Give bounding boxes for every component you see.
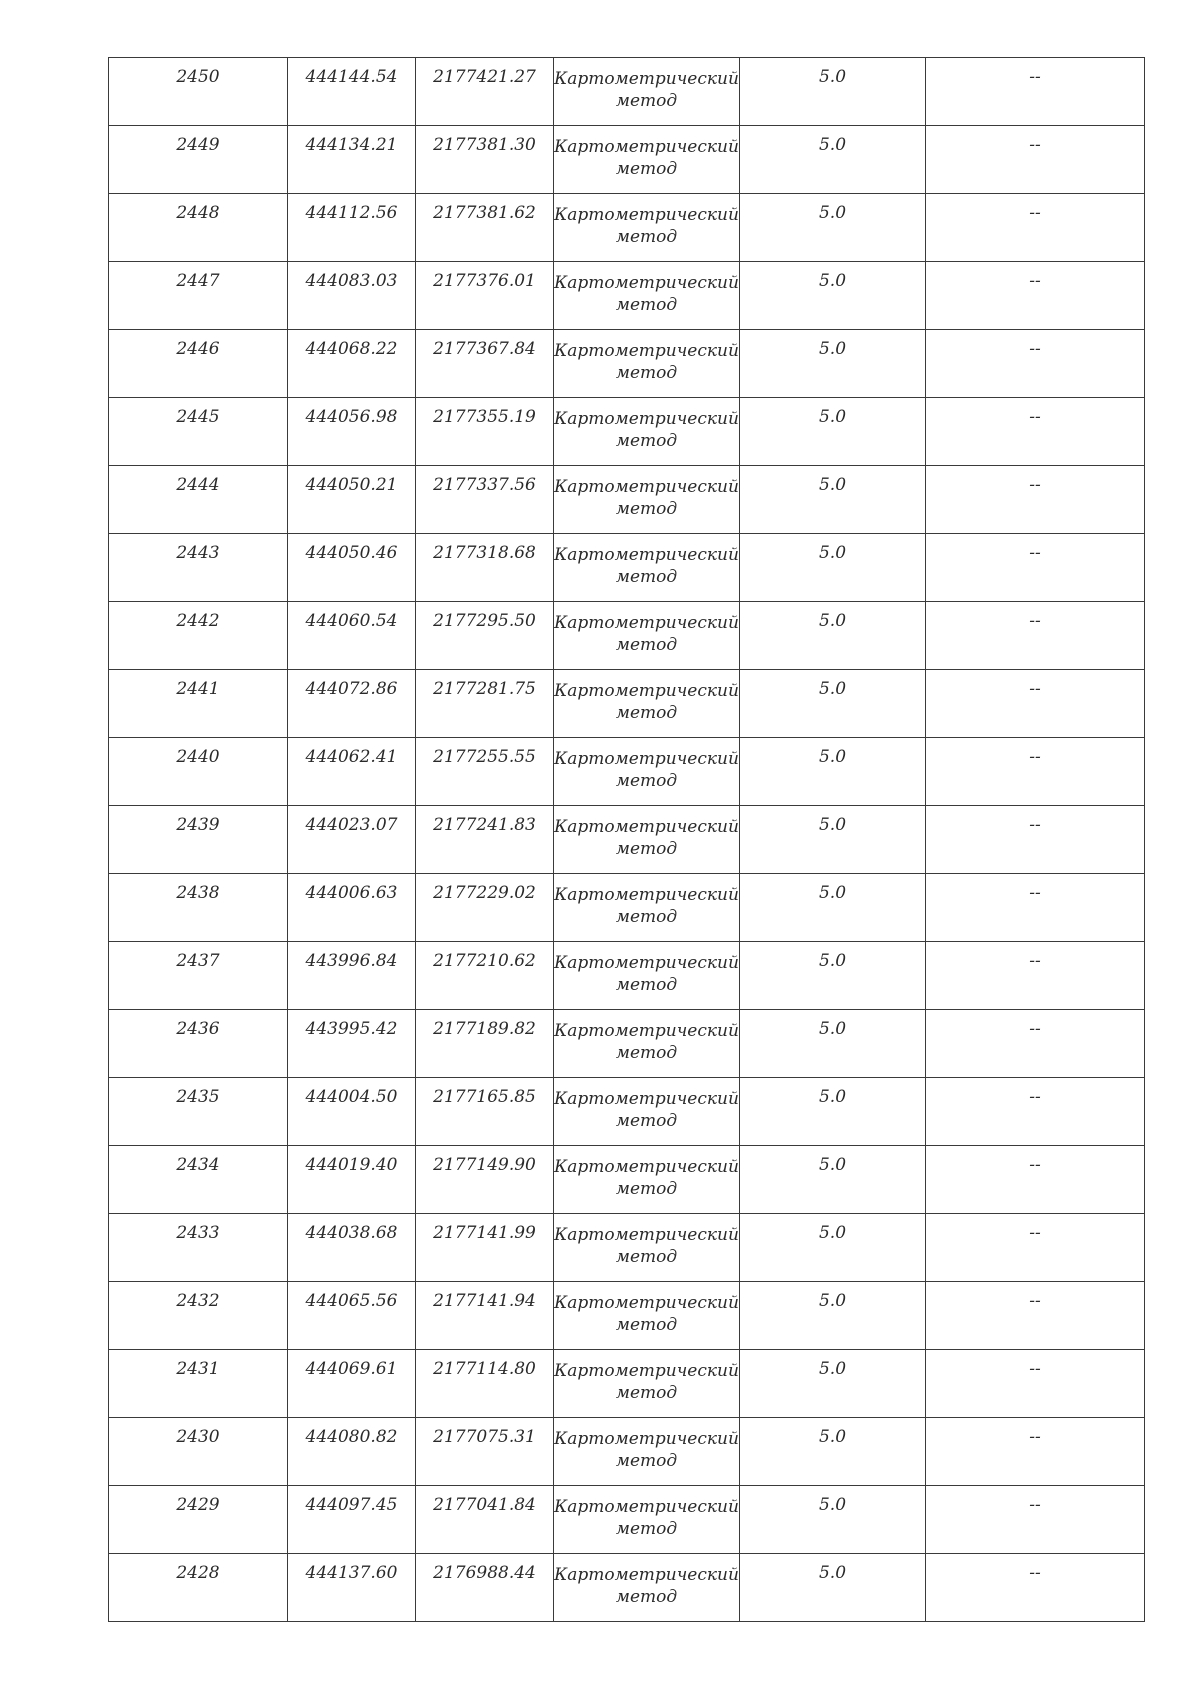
y-coordinate-cell: 2177114.80: [416, 1350, 554, 1418]
method-cell: Картометрический метод: [554, 1486, 740, 1554]
point-number-cell: 2440: [109, 738, 288, 806]
accuracy-cell: 5.0: [740, 1078, 926, 1146]
table-row: [109, 194, 1145, 262]
table-row: [109, 330, 1145, 398]
note-cell: --: [926, 1418, 1145, 1486]
method-cell: Картометрический метод: [554, 466, 740, 534]
x-coordinate-cell: 444137.60: [288, 1554, 416, 1622]
note-cell: --: [926, 466, 1145, 534]
y-coordinate-cell: 2177421.27: [416, 58, 554, 126]
y-coordinate-cell: 2177255.55: [416, 738, 554, 806]
method-cell: Картометрический метод: [554, 1214, 740, 1282]
x-coordinate-cell: 443995.42: [288, 1010, 416, 1078]
table-row: [109, 602, 1145, 670]
x-coordinate-cell: 444144.54: [288, 58, 416, 126]
x-coordinate-cell: 444072.86: [288, 670, 416, 738]
method-cell: Картометрический метод: [554, 126, 740, 194]
note-cell: --: [926, 942, 1145, 1010]
x-coordinate-cell: 444080.82: [288, 1418, 416, 1486]
x-coordinate-cell: 444065.56: [288, 1282, 416, 1350]
note-cell: --: [926, 1486, 1145, 1554]
point-number-cell: 2446: [109, 330, 288, 398]
x-coordinate-cell: 444023.07: [288, 806, 416, 874]
y-coordinate-cell: 2177281.75: [416, 670, 554, 738]
method-cell: Картометрический метод: [554, 1078, 740, 1146]
point-number-cell: 2445: [109, 398, 288, 466]
method-cell: Картометрический метод: [554, 738, 740, 806]
x-coordinate-cell: 444069.61: [288, 1350, 416, 1418]
accuracy-cell: 5.0: [740, 126, 926, 194]
accuracy-cell: 5.0: [740, 806, 926, 874]
y-coordinate-cell: 2177381.62: [416, 194, 554, 262]
x-coordinate-cell: 444006.63: [288, 874, 416, 942]
accuracy-cell: 5.0: [740, 1214, 926, 1282]
point-number-cell: 2431: [109, 1350, 288, 1418]
note-cell: --: [926, 330, 1145, 398]
accuracy-cell: 5.0: [740, 942, 926, 1010]
point-number-cell: 2444: [109, 466, 288, 534]
point-number-cell: 2447: [109, 262, 288, 330]
table-row: [109, 1010, 1145, 1078]
note-cell: --: [926, 1010, 1145, 1078]
accuracy-cell: 5.0: [740, 670, 926, 738]
point-number-cell: 2448: [109, 194, 288, 262]
point-number-cell: 2439: [109, 806, 288, 874]
method-cell: Картометрический метод: [554, 1010, 740, 1078]
x-coordinate-cell: 444083.03: [288, 262, 416, 330]
x-coordinate-cell: 444097.45: [288, 1486, 416, 1554]
y-coordinate-cell: 2177041.84: [416, 1486, 554, 1554]
y-coordinate-cell: 2177141.94: [416, 1282, 554, 1350]
y-coordinate-cell: 2177318.68: [416, 534, 554, 602]
table-row: [109, 126, 1145, 194]
table-row: [109, 942, 1145, 1010]
y-coordinate-cell: 2177367.84: [416, 330, 554, 398]
accuracy-cell: 5.0: [740, 1486, 926, 1554]
coordinates-table-body: [109, 58, 1145, 1622]
point-number-cell: 2436: [109, 1010, 288, 1078]
accuracy-cell: 5.0: [740, 330, 926, 398]
point-number-cell: 2428: [109, 1554, 288, 1622]
accuracy-cell: 5.0: [740, 602, 926, 670]
note-cell: --: [926, 398, 1145, 466]
method-cell: Картометрический метод: [554, 262, 740, 330]
note-cell: --: [926, 534, 1145, 602]
x-coordinate-cell: 444019.40: [288, 1146, 416, 1214]
accuracy-cell: 5.0: [740, 466, 926, 534]
y-coordinate-cell: 2177355.19: [416, 398, 554, 466]
accuracy-cell: 5.0: [740, 398, 926, 466]
accuracy-cell: 5.0: [740, 262, 926, 330]
method-cell: Картометрический метод: [554, 534, 740, 602]
note-cell: --: [926, 58, 1145, 126]
y-coordinate-cell: 2177141.99: [416, 1214, 554, 1282]
note-cell: --: [926, 874, 1145, 942]
method-cell: Картометрический метод: [554, 58, 740, 126]
method-cell: Картометрический метод: [554, 670, 740, 738]
method-cell: Картометрический метод: [554, 330, 740, 398]
y-coordinate-cell: 2177376.01: [416, 262, 554, 330]
note-cell: --: [926, 1146, 1145, 1214]
note-cell: --: [926, 126, 1145, 194]
y-coordinate-cell: 2176988.44: [416, 1554, 554, 1622]
x-coordinate-cell: 443996.84: [288, 942, 416, 1010]
x-coordinate-cell: 444134.21: [288, 126, 416, 194]
x-coordinate-cell: 444038.68: [288, 1214, 416, 1282]
table-row: [109, 466, 1145, 534]
y-coordinate-cell: 2177165.85: [416, 1078, 554, 1146]
table-row: [109, 1214, 1145, 1282]
table-row: [109, 1146, 1145, 1214]
note-cell: --: [926, 1554, 1145, 1622]
x-coordinate-cell: 444050.21: [288, 466, 416, 534]
x-coordinate-cell: 444060.54: [288, 602, 416, 670]
table-row: [109, 1078, 1145, 1146]
point-number-cell: 2429: [109, 1486, 288, 1554]
accuracy-cell: 5.0: [740, 1282, 926, 1350]
table-row: [109, 1282, 1145, 1350]
method-cell: Картометрический метод: [554, 398, 740, 466]
x-coordinate-cell: 444068.22: [288, 330, 416, 398]
method-cell: Картометрический метод: [554, 602, 740, 670]
method-cell: Картометрический метод: [554, 1350, 740, 1418]
accuracy-cell: 5.0: [740, 1146, 926, 1214]
method-cell: Картометрический метод: [554, 874, 740, 942]
point-number-cell: 2432: [109, 1282, 288, 1350]
point-number-cell: 2450: [109, 58, 288, 126]
note-cell: --: [926, 738, 1145, 806]
note-cell: --: [926, 1078, 1145, 1146]
y-coordinate-cell: 2177295.50: [416, 602, 554, 670]
point-number-cell: 2449: [109, 126, 288, 194]
note-cell: --: [926, 1282, 1145, 1350]
point-number-cell: 2443: [109, 534, 288, 602]
accuracy-cell: 5.0: [740, 1010, 926, 1078]
accuracy-cell: 5.0: [740, 874, 926, 942]
y-coordinate-cell: 2177149.90: [416, 1146, 554, 1214]
y-coordinate-cell: 2177229.02: [416, 874, 554, 942]
note-cell: --: [926, 670, 1145, 738]
table-row: [109, 398, 1145, 466]
point-number-cell: 2437: [109, 942, 288, 1010]
accuracy-cell: 5.0: [740, 58, 926, 126]
note-cell: --: [926, 602, 1145, 670]
table-row: [109, 738, 1145, 806]
method-cell: Картометрический метод: [554, 194, 740, 262]
point-number-cell: 2441: [109, 670, 288, 738]
table-row: [109, 1486, 1145, 1554]
y-coordinate-cell: 2177241.83: [416, 806, 554, 874]
x-coordinate-cell: 444062.41: [288, 738, 416, 806]
note-cell: --: [926, 806, 1145, 874]
table-row: [109, 1418, 1145, 1486]
table-row: [109, 1350, 1145, 1418]
point-number-cell: 2442: [109, 602, 288, 670]
point-number-cell: 2435: [109, 1078, 288, 1146]
x-coordinate-cell: 444004.50: [288, 1078, 416, 1146]
point-number-cell: 2430: [109, 1418, 288, 1486]
y-coordinate-cell: 2177075.31: [416, 1418, 554, 1486]
accuracy-cell: 5.0: [740, 534, 926, 602]
accuracy-cell: 5.0: [740, 738, 926, 806]
method-cell: Картометрический метод: [554, 1418, 740, 1486]
note-cell: --: [926, 262, 1145, 330]
accuracy-cell: 5.0: [740, 1418, 926, 1486]
y-coordinate-cell: 2177381.30: [416, 126, 554, 194]
point-number-cell: 2438: [109, 874, 288, 942]
x-coordinate-cell: 444056.98: [288, 398, 416, 466]
y-coordinate-cell: 2177189.82: [416, 1010, 554, 1078]
y-coordinate-cell: 2177210.62: [416, 942, 554, 1010]
accuracy-cell: 5.0: [740, 1554, 926, 1622]
point-number-cell: 2433: [109, 1214, 288, 1282]
note-cell: --: [926, 1214, 1145, 1282]
method-cell: Картометрический метод: [554, 806, 740, 874]
x-coordinate-cell: 444112.56: [288, 194, 416, 262]
method-cell: Картометрический метод: [554, 942, 740, 1010]
accuracy-cell: 5.0: [740, 1350, 926, 1418]
coordinates-table: [108, 57, 1145, 1622]
table-row: [109, 806, 1145, 874]
point-number-cell: 2434: [109, 1146, 288, 1214]
note-cell: --: [926, 194, 1145, 262]
method-cell: Картометрический метод: [554, 1146, 740, 1214]
table-row: [109, 670, 1145, 738]
table-row: [109, 58, 1145, 126]
note-cell: --: [926, 1350, 1145, 1418]
table-row: [109, 262, 1145, 330]
accuracy-cell: 5.0: [740, 194, 926, 262]
table-row: [109, 874, 1145, 942]
y-coordinate-cell: 2177337.56: [416, 466, 554, 534]
method-cell: Картометрический метод: [554, 1554, 740, 1622]
x-coordinate-cell: 444050.46: [288, 534, 416, 602]
method-cell: Картометрический метод: [554, 1282, 740, 1350]
table-row: [109, 534, 1145, 602]
table-row: [109, 1554, 1145, 1622]
